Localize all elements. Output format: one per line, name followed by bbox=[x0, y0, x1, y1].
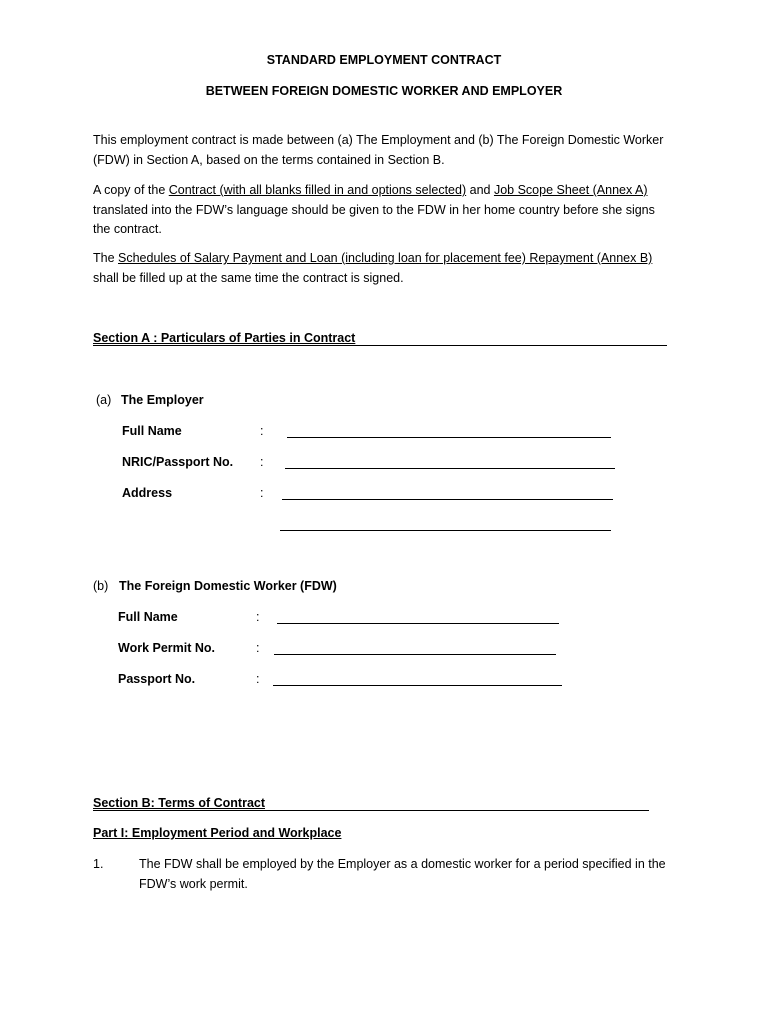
section-a-heading-rule bbox=[93, 345, 667, 346]
fdw-marker: (b) bbox=[93, 579, 109, 593]
employer-nric-label: NRIC/Passport No. bbox=[122, 455, 234, 469]
fdw-passport-field[interactable] bbox=[273, 685, 562, 686]
fdw-passport-label: Passport No. bbox=[118, 672, 196, 686]
fdw-work-permit-field[interactable] bbox=[274, 654, 556, 655]
document-title: STANDARD EMPLOYMENT CONTRACT bbox=[266, 53, 502, 67]
p2-contract-ref: Contract (with all blanks filled in and options selected) bbox=[168, 183, 467, 197]
section-a-heading bbox=[93, 331, 355, 345]
p2-text-3: translated into the FDW’s language should be given to the FDW in her home country before she signs the contract. bbox=[93, 202, 655, 236]
employer-address-label: Address bbox=[122, 486, 173, 500]
p2-annex-a-ref: Job Scope Sheet (Annex A) bbox=[493, 183, 648, 197]
employer-title: The Employer bbox=[121, 393, 204, 407]
intro-paragraph-3 bbox=[93, 249, 673, 288]
fdw-passport-colon: : bbox=[256, 672, 260, 686]
employer-marker: (a) bbox=[96, 393, 112, 407]
employer-full-name-label: Full Name bbox=[122, 424, 182, 438]
section-b-heading-rule bbox=[93, 810, 649, 811]
section-b-heading bbox=[93, 796, 265, 810]
item-1-number: 1. bbox=[93, 857, 104, 871]
fdw-full-name-label: Full Name bbox=[118, 610, 178, 624]
document-subtitle: BETWEEN FOREIGN DOMESTIC WORKER AND EMPLOYER bbox=[205, 84, 563, 98]
employer-address-field-line-2[interactable] bbox=[280, 530, 611, 531]
fdw-full-name-colon: : bbox=[256, 610, 260, 624]
fdw-full-name-field[interactable] bbox=[277, 623, 559, 624]
employer-full-name-colon: : bbox=[260, 424, 264, 438]
employer-full-name-field[interactable] bbox=[287, 437, 611, 438]
employer-nric-field[interactable] bbox=[285, 468, 615, 469]
p2-text-1: A copy of the bbox=[93, 183, 169, 197]
fdw-work-permit-label: Work Permit No. bbox=[118, 641, 216, 655]
employer-address-field-line-1[interactable] bbox=[282, 499, 613, 500]
section-b-heading-text: Section B: Terms of Contract bbox=[93, 796, 266, 810]
p3-text-1: The bbox=[93, 251, 119, 265]
item-1-text: The FDW shall be employed by the Employer as a domestic worker for a period specified in the FDW’s work permit. bbox=[139, 857, 666, 891]
p3-annex-b-ref: Schedules of Salary Payment and Loan (including loan for placement fee) Repayment (Annex B) bbox=[118, 251, 653, 265]
section-a-heading-text: Section A : Particulars of Parties in Contract bbox=[93, 331, 356, 345]
employer-address-colon: : bbox=[260, 486, 264, 500]
part-1-heading: Part I: Employment Period and Workplace bbox=[93, 826, 342, 840]
p3-text-2: shall be filled up at the same time the contract is signed. bbox=[93, 270, 404, 285]
p2-text-2: and bbox=[466, 183, 494, 197]
fdw-title: The Foreign Domestic Worker (FDW) bbox=[119, 579, 337, 593]
fdw-work-permit-colon: : bbox=[256, 641, 260, 655]
intro-paragraph-2 bbox=[93, 181, 673, 240]
intro-paragraph-1: This employment contract is made between (a) The Employment and (b) The Foreign Domestic Worker (FDW) in Section A, based on the terms contained in Section B. bbox=[93, 133, 664, 167]
employer-nric-colon: : bbox=[260, 455, 264, 469]
